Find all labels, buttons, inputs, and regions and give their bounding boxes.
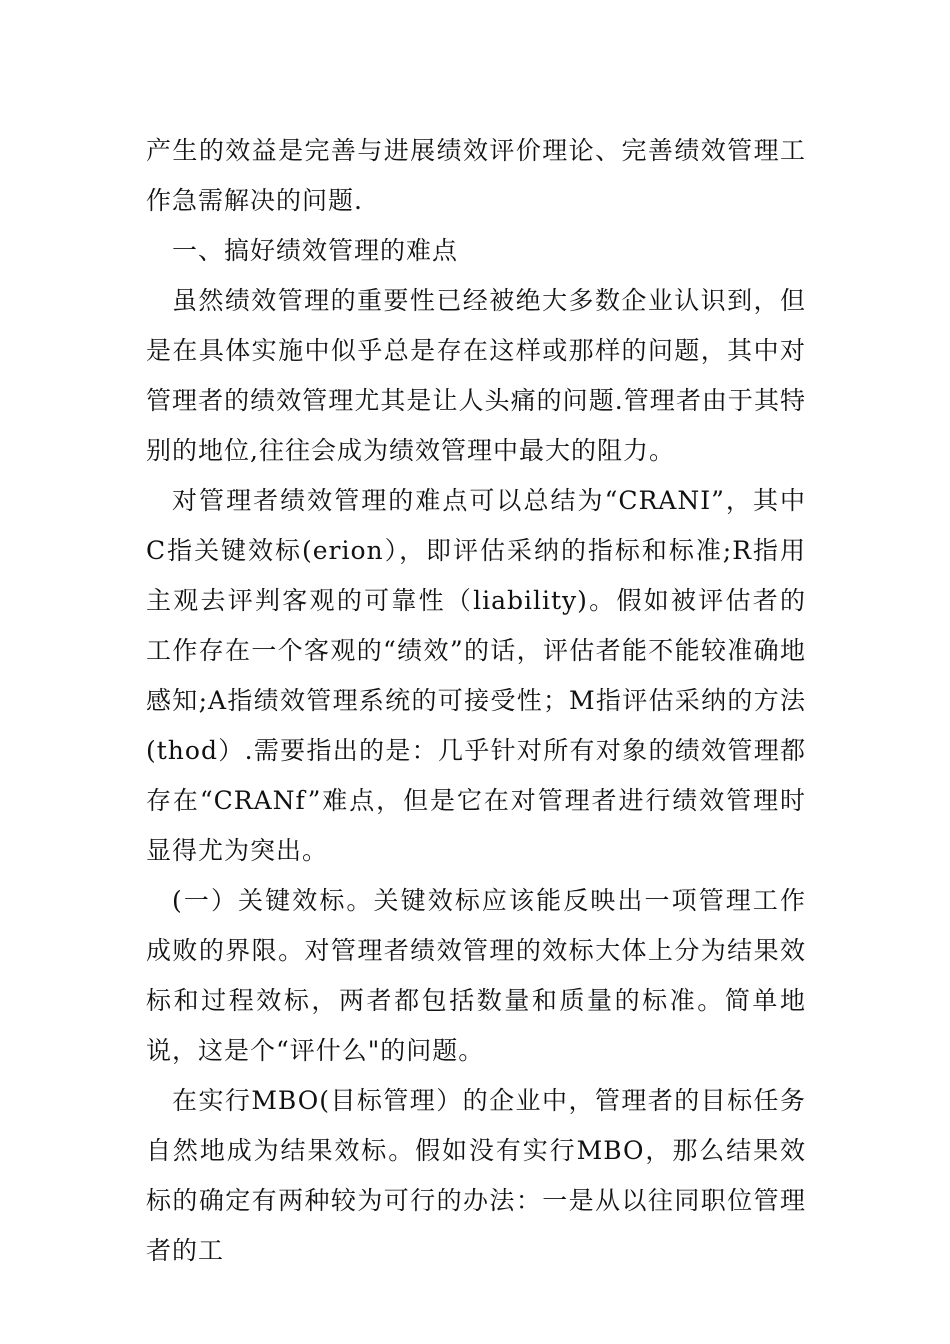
paragraph: (一）关键效标。关键效标应该能反映出一项管理工作成败的界限。对管理者绩效管理的效标大体上分为结果效标和过程效标，两者都包括数量和质量的标准。简单地说，这是个“评什么"的问题。 (146, 886, 806, 1065)
paragraph-continued: 产生的效益是完善与进展绩效评价理论、完善绩效管理工作急需解决的问题. (146, 136, 806, 215)
section-heading: 一、搞好绩效管理的难点 (172, 236, 459, 265)
paragraph: 虽然绩效管理的重要性已经被绝大多数企业认识到，但是在具体实施中似乎总是存在这样或那样的问题，其中对管理者的绩效管理尤其是让人头痛的问题.管理者由于其特别的地位,往往会成为绩效管理中最大的阻力。 (146, 286, 806, 465)
paragraph: 在实行MBO(目标管理）的企业中，管理者的目标任务自然地成为结果效标。假如没有实行MBO，那么结果效标的确定有两种较为可行的办法：一是从以往同职位管理者的工 (146, 1086, 806, 1265)
document-body (146, 126, 806, 1276)
paragraph: 对管理者绩效管理的难点可以总结为“CRANI”，其中C指关键效标(erion），即评估采纳的指标和标准;R指用主观去评判客观的可靠性（liability)。假如被评估者的工作存在一个客观的“绩效”的话，评估者能不能较准确地感知;A指绩效管理系统的可接受性；M指评估采纳的方法(thod）.需要指出的是：几乎针对所有对象的绩效管理都存在“CRANf”难点，但是它在对管理者进行绩效管理时显得尤为突出。 (146, 486, 806, 865)
